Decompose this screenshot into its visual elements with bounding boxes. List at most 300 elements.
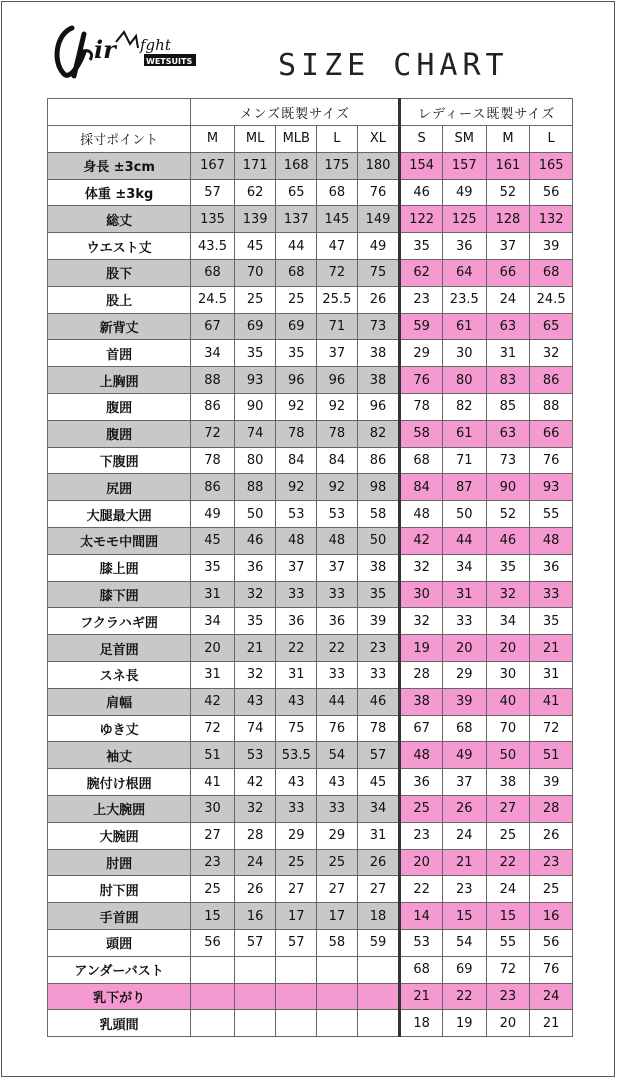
value-cell: 78 <box>191 447 235 474</box>
value-cell: 57 <box>276 929 317 956</box>
value-cell: 46 <box>400 179 443 206</box>
value-cell: 44 <box>317 688 358 715</box>
value-cell: 69 <box>442 956 486 983</box>
table-row <box>48 447 573 474</box>
value-cell: 38 <box>400 688 443 715</box>
value-cell: 48 <box>317 527 358 554</box>
value-cell: 98 <box>357 474 400 501</box>
table-row <box>48 795 573 822</box>
value-cell: 24 <box>234 849 276 876</box>
value-cell: 63 <box>486 313 530 340</box>
value-cell: 93 <box>234 367 276 394</box>
value-cell: 21 <box>400 983 443 1010</box>
value-cell: 175 <box>317 152 358 179</box>
value-cell: 86 <box>191 474 235 501</box>
value-cell: 27 <box>486 795 530 822</box>
row-label: 尻囲 <box>48 474 191 501</box>
value-cell: 18 <box>400 1010 443 1037</box>
value-cell: 31 <box>530 661 573 688</box>
value-cell: 31 <box>486 340 530 367</box>
row-label: 股下 <box>48 259 191 286</box>
value-cell: 96 <box>357 393 400 420</box>
table-row <box>48 206 573 233</box>
row-label: 太モモ中間囲 <box>48 527 191 554</box>
header-corner-cell <box>48 99 191 126</box>
value-cell: 37 <box>486 233 530 260</box>
value-cell: 20 <box>486 1010 530 1037</box>
value-cell: 35 <box>486 554 530 581</box>
value-cell: 22 <box>400 876 443 903</box>
value-cell: 26 <box>357 849 400 876</box>
value-cell: 44 <box>276 233 317 260</box>
table-row <box>48 822 573 849</box>
value-cell: 29 <box>317 822 358 849</box>
value-cell: 36 <box>317 608 358 635</box>
value-cell: 53 <box>400 929 443 956</box>
value-cell <box>234 956 276 983</box>
value-cell: 157 <box>442 152 486 179</box>
table-row <box>48 849 573 876</box>
value-cell: 39 <box>530 769 573 796</box>
value-cell: 149 <box>357 206 400 233</box>
size-header-cell: S <box>400 126 443 153</box>
value-cell: 34 <box>191 608 235 635</box>
size-chart-table <box>47 98 573 1037</box>
value-cell: 26 <box>442 795 486 822</box>
value-cell: 154 <box>400 152 443 179</box>
value-cell <box>191 956 235 983</box>
value-cell: 171 <box>234 152 276 179</box>
value-cell: 161 <box>486 152 530 179</box>
value-cell: 32 <box>400 554 443 581</box>
value-cell: 24.5 <box>191 286 235 313</box>
value-cell: 43 <box>276 688 317 715</box>
value-cell: 33 <box>276 795 317 822</box>
value-cell: 62 <box>234 179 276 206</box>
value-cell: 87 <box>442 474 486 501</box>
size-header-row <box>48 126 573 153</box>
value-cell: 67 <box>400 715 443 742</box>
value-cell: 68 <box>276 259 317 286</box>
value-cell: 76 <box>530 447 573 474</box>
value-cell: 30 <box>400 581 443 608</box>
table-row <box>48 367 573 394</box>
value-cell <box>317 983 358 1010</box>
value-cell: 34 <box>191 340 235 367</box>
brand-logo <box>50 14 210 84</box>
value-cell: 86 <box>191 393 235 420</box>
value-cell: 86 <box>357 447 400 474</box>
value-cell: 32 <box>400 608 443 635</box>
row-label: 新背丈 <box>48 313 191 340</box>
value-cell: 66 <box>486 259 530 286</box>
value-cell: 25.5 <box>317 286 358 313</box>
row-label: 腕付け根囲 <box>48 769 191 796</box>
value-cell: 20 <box>442 635 486 662</box>
size-header-cell: ML <box>234 126 276 153</box>
row-label: フクラハギ囲 <box>48 608 191 635</box>
value-cell: 34 <box>486 608 530 635</box>
value-cell: 32 <box>530 340 573 367</box>
value-cell: 24 <box>486 876 530 903</box>
value-cell: 68 <box>400 956 443 983</box>
value-cell: 44 <box>442 527 486 554</box>
value-cell: 24 <box>486 286 530 313</box>
value-cell: 69 <box>276 313 317 340</box>
value-cell: 33 <box>317 581 358 608</box>
value-cell: 16 <box>234 903 276 930</box>
value-cell: 27 <box>357 876 400 903</box>
value-cell: 168 <box>276 152 317 179</box>
value-cell: 48 <box>530 527 573 554</box>
value-cell: 76 <box>317 715 358 742</box>
value-cell: 37 <box>317 340 358 367</box>
value-cell: 86 <box>530 367 573 394</box>
value-cell: 20 <box>486 635 530 662</box>
value-cell: 31 <box>191 661 235 688</box>
value-cell: 53 <box>234 742 276 769</box>
value-cell: 78 <box>276 420 317 447</box>
value-cell: 24 <box>530 983 573 1010</box>
value-cell: 58 <box>317 929 358 956</box>
value-cell: 80 <box>442 367 486 394</box>
value-cell: 29 <box>276 822 317 849</box>
table-row <box>48 286 573 313</box>
value-cell: 51 <box>191 742 235 769</box>
value-cell: 70 <box>486 715 530 742</box>
value-cell: 50 <box>486 742 530 769</box>
table-row <box>48 420 573 447</box>
value-cell: 28 <box>530 795 573 822</box>
value-cell: 72 <box>486 956 530 983</box>
row-label: 腹囲 <box>48 420 191 447</box>
value-cell: 46 <box>234 527 276 554</box>
table-row <box>48 527 573 554</box>
value-cell: 15 <box>191 903 235 930</box>
value-cell: 45 <box>357 769 400 796</box>
value-cell: 53 <box>276 501 317 528</box>
value-cell <box>234 983 276 1010</box>
value-cell: 78 <box>400 393 443 420</box>
value-cell: 30 <box>486 661 530 688</box>
value-cell: 25 <box>234 286 276 313</box>
value-cell: 128 <box>486 206 530 233</box>
value-cell: 18 <box>357 903 400 930</box>
value-cell: 42 <box>191 688 235 715</box>
value-cell: 55 <box>530 501 573 528</box>
measure-point-header: 採寸ポイント <box>48 126 191 153</box>
value-cell: 57 <box>234 929 276 956</box>
value-cell: 92 <box>276 393 317 420</box>
value-cell: 52 <box>486 179 530 206</box>
value-cell: 43 <box>317 769 358 796</box>
value-cell: 73 <box>357 313 400 340</box>
value-cell: 30 <box>442 340 486 367</box>
value-cell: 70 <box>234 259 276 286</box>
row-label: 大腕囲 <box>48 822 191 849</box>
value-cell: 56 <box>530 929 573 956</box>
value-cell: 52 <box>486 501 530 528</box>
value-cell: 26 <box>357 286 400 313</box>
value-cell: 72 <box>530 715 573 742</box>
value-cell: 88 <box>191 367 235 394</box>
row-label: ゆき丈 <box>48 715 191 742</box>
value-cell: 17 <box>276 903 317 930</box>
value-cell: 23 <box>400 286 443 313</box>
value-cell: 46 <box>486 527 530 554</box>
value-cell: 72 <box>317 259 358 286</box>
table-row <box>48 635 573 662</box>
value-cell: 50 <box>234 501 276 528</box>
value-cell: 33 <box>317 795 358 822</box>
value-cell: 23.5 <box>442 286 486 313</box>
size-header-cell: M <box>191 126 235 153</box>
value-cell: 53 <box>317 501 358 528</box>
table-row <box>48 313 573 340</box>
value-cell: 41 <box>530 688 573 715</box>
value-cell <box>357 983 400 1010</box>
value-cell: 51 <box>530 742 573 769</box>
value-cell: 32 <box>486 581 530 608</box>
value-cell: 33 <box>357 661 400 688</box>
value-cell <box>317 1010 358 1037</box>
value-cell: 57 <box>357 742 400 769</box>
value-cell: 49 <box>442 742 486 769</box>
value-cell: 23 <box>400 822 443 849</box>
value-cell: 68 <box>530 259 573 286</box>
value-cell: 122 <box>400 206 443 233</box>
table-row <box>48 661 573 688</box>
value-cell: 53.5 <box>276 742 317 769</box>
value-cell: 61 <box>442 313 486 340</box>
size-header-cell: XL <box>357 126 400 153</box>
value-cell: 23 <box>486 983 530 1010</box>
value-cell: 39 <box>442 688 486 715</box>
value-cell: 96 <box>317 367 358 394</box>
value-cell: 23 <box>530 849 573 876</box>
value-cell: 19 <box>442 1010 486 1037</box>
row-label: 身長 ±3cm <box>48 152 191 179</box>
table-row <box>48 259 573 286</box>
value-cell: 25 <box>486 822 530 849</box>
value-cell: 31 <box>442 581 486 608</box>
value-cell: 33 <box>317 661 358 688</box>
value-cell: 45 <box>191 527 235 554</box>
table-row <box>48 581 573 608</box>
value-cell: 48 <box>400 742 443 769</box>
value-cell: 22 <box>317 635 358 662</box>
value-cell: 66 <box>530 420 573 447</box>
table-row <box>48 929 573 956</box>
value-cell: 50 <box>357 527 400 554</box>
value-cell: 48 <box>276 527 317 554</box>
row-label: 乳頭間 <box>48 1010 191 1037</box>
value-cell: 165 <box>530 152 573 179</box>
value-cell: 15 <box>442 903 486 930</box>
table-row <box>48 554 573 581</box>
value-cell: 33 <box>442 608 486 635</box>
value-cell: 75 <box>276 715 317 742</box>
page-title: SIZE CHART <box>278 48 509 83</box>
value-cell: 38 <box>357 554 400 581</box>
table-row <box>48 474 573 501</box>
value-cell: 34 <box>357 795 400 822</box>
row-label: 大腿最大囲 <box>48 501 191 528</box>
row-label: 膝下囲 <box>48 581 191 608</box>
value-cell: 76 <box>400 367 443 394</box>
size-header-cell: MLB <box>276 126 317 153</box>
value-cell: 71 <box>442 447 486 474</box>
value-cell: 74 <box>234 420 276 447</box>
value-cell: 25 <box>276 286 317 313</box>
value-cell: 38 <box>486 769 530 796</box>
value-cell: 43.5 <box>191 233 235 260</box>
value-cell: 55 <box>486 929 530 956</box>
value-cell: 29 <box>442 661 486 688</box>
value-cell: 21 <box>234 635 276 662</box>
value-cell: 39 <box>357 608 400 635</box>
value-cell: 29 <box>400 340 443 367</box>
row-label: 肘下囲 <box>48 876 191 903</box>
value-cell: 36 <box>276 608 317 635</box>
value-cell: 88 <box>234 474 276 501</box>
row-label: 下腹囲 <box>48 447 191 474</box>
value-cell: 38 <box>357 367 400 394</box>
value-cell: 78 <box>317 420 358 447</box>
ladies-group-header: レディース既製サイズ <box>400 99 573 126</box>
value-cell: 35 <box>400 233 443 260</box>
value-cell: 68 <box>442 715 486 742</box>
value-cell: 28 <box>400 661 443 688</box>
svg-text:WETSUITS: WETSUITS <box>146 57 193 66</box>
size-header-cell: L <box>530 126 573 153</box>
value-cell: 74 <box>234 715 276 742</box>
value-cell: 31 <box>276 661 317 688</box>
value-cell: 21 <box>530 1010 573 1037</box>
value-cell: 27 <box>317 876 358 903</box>
value-cell: 20 <box>191 635 235 662</box>
value-cell: 31 <box>191 581 235 608</box>
value-cell: 92 <box>276 474 317 501</box>
value-cell: 37 <box>276 554 317 581</box>
value-cell: 33 <box>276 581 317 608</box>
row-label: 袖丈 <box>48 742 191 769</box>
table-row <box>48 688 573 715</box>
value-cell: 15 <box>486 903 530 930</box>
value-cell: 75 <box>357 259 400 286</box>
row-label: 腹囲 <box>48 393 191 420</box>
value-cell: 72 <box>191 420 235 447</box>
table-row <box>48 715 573 742</box>
value-cell: 25 <box>530 876 573 903</box>
value-cell: 68 <box>191 259 235 286</box>
value-cell: 68 <box>317 179 358 206</box>
value-cell: 36 <box>442 233 486 260</box>
value-cell: 32 <box>234 661 276 688</box>
size-header-cell: M <box>486 126 530 153</box>
value-cell: 72 <box>191 715 235 742</box>
value-cell: 82 <box>357 420 400 447</box>
row-label: 上胸囲 <box>48 367 191 394</box>
value-cell: 36 <box>400 769 443 796</box>
value-cell <box>191 983 235 1010</box>
value-cell: 65 <box>530 313 573 340</box>
value-cell: 39 <box>530 233 573 260</box>
table-row <box>48 769 573 796</box>
value-cell: 54 <box>442 929 486 956</box>
value-cell: 14 <box>400 903 443 930</box>
value-cell: 25 <box>400 795 443 822</box>
row-label: 手首囲 <box>48 903 191 930</box>
row-label: 膝上囲 <box>48 554 191 581</box>
value-cell: 43 <box>234 688 276 715</box>
table-row <box>48 1010 573 1037</box>
row-label: 肩幅 <box>48 688 191 715</box>
row-label: 肘囲 <box>48 849 191 876</box>
row-label: ウエスト丈 <box>48 233 191 260</box>
value-cell: 132 <box>530 206 573 233</box>
value-cell: 42 <box>400 527 443 554</box>
row-label: 乳下がり <box>48 983 191 1010</box>
svg-text:fght: fght <box>140 36 171 54</box>
value-cell: 145 <box>317 206 358 233</box>
table-row <box>48 983 573 1010</box>
value-cell: 22 <box>442 983 486 1010</box>
svg-text:ir: ir <box>94 35 116 64</box>
value-cell: 21 <box>530 635 573 662</box>
table-row <box>48 340 573 367</box>
value-cell: 90 <box>234 393 276 420</box>
value-cell: 59 <box>400 313 443 340</box>
value-cell: 27 <box>276 876 317 903</box>
value-cell: 57 <box>191 179 235 206</box>
value-cell: 23 <box>357 635 400 662</box>
value-cell: 23 <box>191 849 235 876</box>
value-cell: 88 <box>530 393 573 420</box>
value-cell <box>276 1010 317 1037</box>
value-cell: 62 <box>400 259 443 286</box>
value-cell: 34 <box>442 554 486 581</box>
value-cell <box>276 983 317 1010</box>
value-cell: 25 <box>317 849 358 876</box>
value-cell: 38 <box>357 340 400 367</box>
table-row <box>48 501 573 528</box>
value-cell: 71 <box>317 313 358 340</box>
value-cell: 19 <box>400 635 443 662</box>
row-label: アンダーバスト <box>48 956 191 983</box>
value-cell: 135 <box>191 206 235 233</box>
value-cell: 56 <box>191 929 235 956</box>
value-cell <box>191 1010 235 1037</box>
value-cell: 85 <box>486 393 530 420</box>
value-cell: 82 <box>442 393 486 420</box>
value-cell: 49 <box>442 179 486 206</box>
value-cell: 90 <box>486 474 530 501</box>
size-header-cell: SM <box>442 126 486 153</box>
value-cell <box>317 956 358 983</box>
table-row <box>48 608 573 635</box>
value-cell: 56 <box>530 179 573 206</box>
value-cell: 180 <box>357 152 400 179</box>
value-cell: 35 <box>191 554 235 581</box>
value-cell: 125 <box>442 206 486 233</box>
value-cell: 67 <box>191 313 235 340</box>
value-cell: 64 <box>442 259 486 286</box>
value-cell: 92 <box>317 393 358 420</box>
value-cell: 24 <box>442 822 486 849</box>
value-cell: 27 <box>191 822 235 849</box>
value-cell: 28 <box>234 822 276 849</box>
